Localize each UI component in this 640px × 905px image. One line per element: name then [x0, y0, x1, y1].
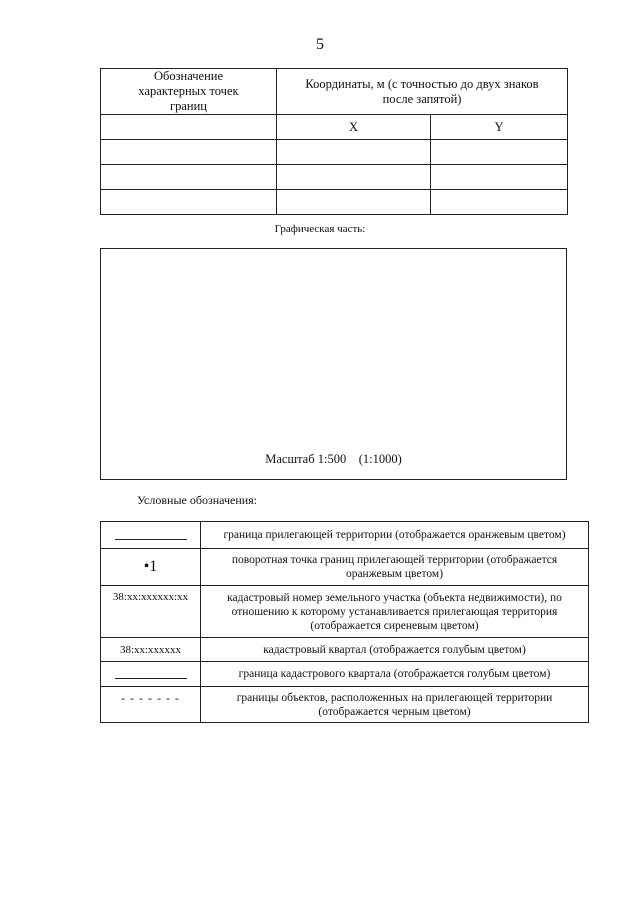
legend-table [100, 521, 589, 723]
table-row [101, 190, 568, 215]
table-subheader-row [101, 115, 568, 140]
legend-symbol-cell [101, 586, 201, 638]
legend-row [101, 522, 589, 549]
legend-text: граница кадастрового квартала (отображается голубым цветом) [201, 662, 589, 687]
table-cell [101, 165, 277, 190]
cadastral-quarter-code: 38:хх:хххххх [119, 643, 182, 656]
legend-symbol-cell [101, 687, 201, 723]
cadastral-number-code: 38:хх:хххххх:хх [112, 591, 189, 603]
table-header-row [101, 69, 568, 115]
coordinates-table [100, 68, 568, 215]
solid-line-icon [115, 531, 187, 540]
subheader-empty-cell [101, 115, 277, 140]
legend-symbol-cell [101, 662, 201, 687]
solid-line-icon [115, 670, 187, 679]
legend-text: поворотная точка границ прилегающей территории (отображается оранжевым цветом) [201, 549, 589, 586]
table-row [101, 165, 568, 190]
legend-row [101, 549, 589, 586]
legend-row [101, 638, 589, 662]
table-cell [277, 140, 431, 165]
legend-caption: Условные обозначения: [137, 493, 258, 507]
column-y-header: Y [431, 115, 568, 140]
table-cell [431, 190, 568, 215]
dashed-line-icon: - - - - - - - [121, 691, 180, 705]
legend-row [101, 687, 589, 723]
legend-text: кадастровый номер земельного участка (объекта недвижимости), по отношению к которому устанавливается прилегающая территория (отображается сиреневым цветом) [201, 586, 589, 638]
legend-text: кадастровый квартал (отображается голубым цветом) [201, 638, 589, 662]
legend-symbol-cell [101, 522, 201, 549]
header-points-cell: Обозначение характерных точек границ [101, 69, 277, 115]
table-cell [101, 140, 277, 165]
table-cell [101, 190, 277, 215]
table-cell [277, 190, 431, 215]
graphic-part-caption: Графическая часть: [274, 223, 366, 235]
table-cell [431, 165, 568, 190]
table-row [101, 140, 568, 165]
table-cell [277, 165, 431, 190]
scale-label: Масштаб 1:500 (1:1000) [265, 452, 402, 466]
graphic-part-frame [100, 248, 567, 480]
page-number: 5 [316, 36, 324, 53]
column-x-header: X [277, 115, 431, 140]
legend-row [101, 662, 589, 687]
turning-point-icon: •1 [143, 557, 158, 575]
legend-text: граница прилегающей территории (отображается оранжевым цветом) [201, 522, 589, 549]
table-cell [431, 140, 568, 165]
legend-symbol-cell [101, 638, 201, 662]
legend-row [101, 586, 589, 638]
legend-symbol-cell [101, 549, 201, 586]
legend-text: границы объектов, расположенных на прилегающей территории (отображается черным цветом) [201, 687, 589, 723]
header-coords-cell: Координаты, м (с точностью до двух знаков после запятой) [277, 69, 568, 115]
